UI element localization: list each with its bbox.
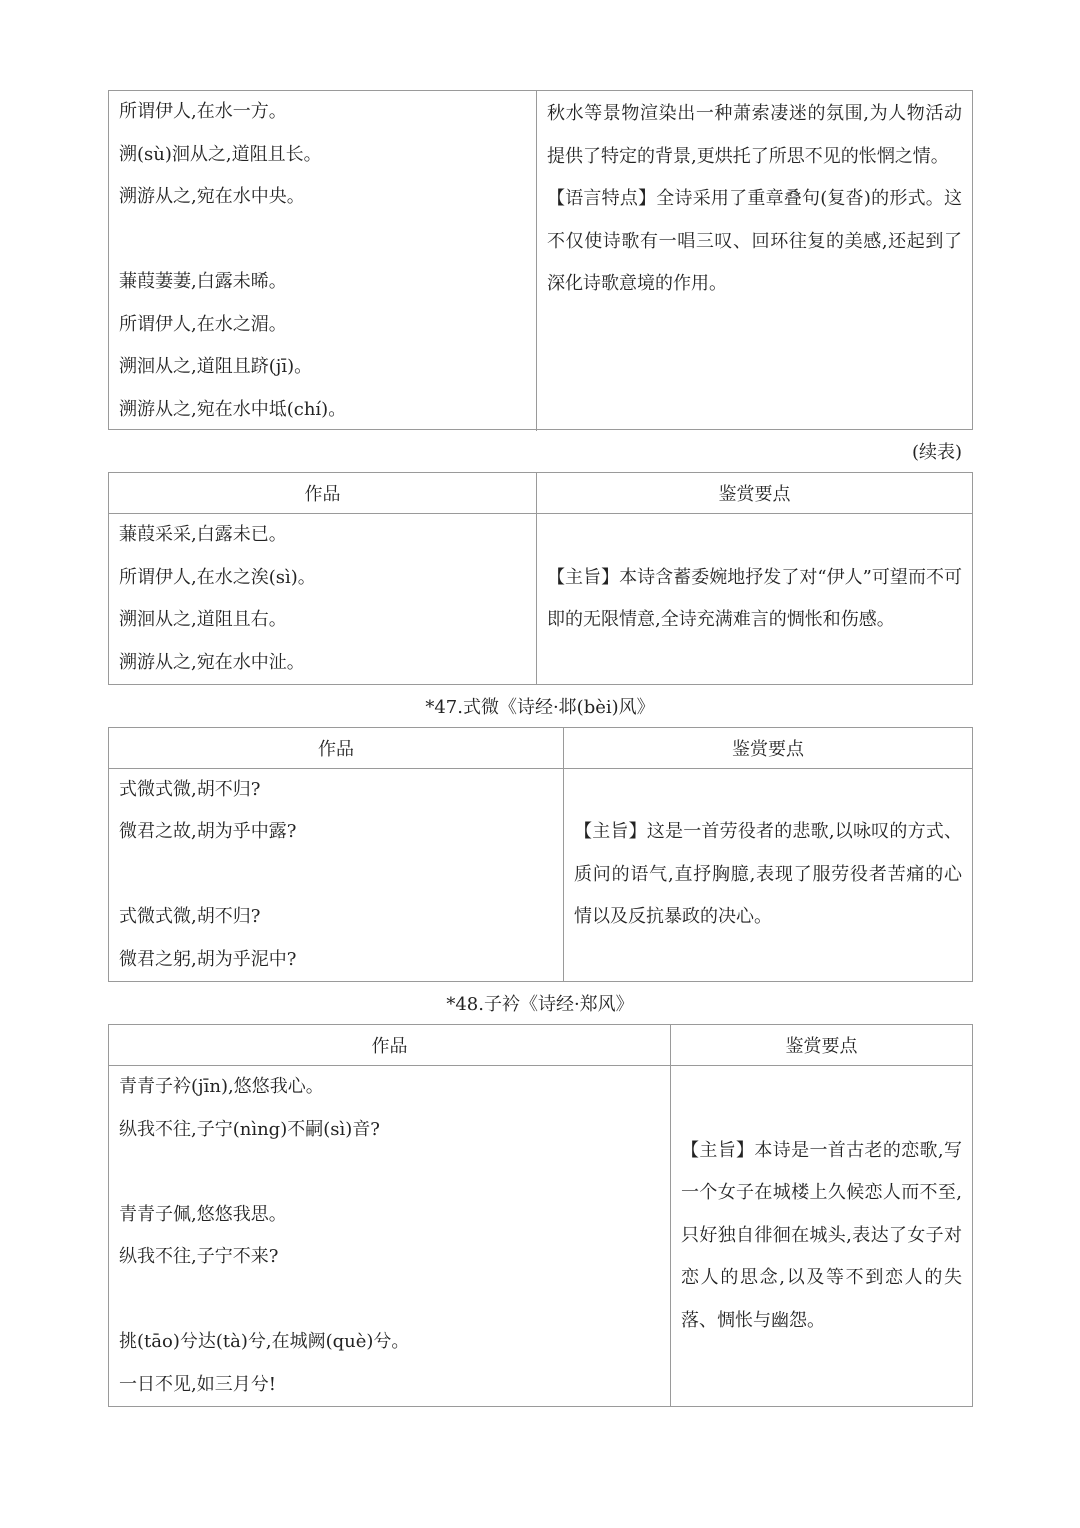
appreciation-paragraph: 【语言特点】全诗采用了重章叠句(复沓)的形式。这不仅使诗歌有一唱三叹、回环往复的美感,还起到了深化诗歌意境的作用。 xyxy=(547,188,962,294)
table-header-row xyxy=(109,473,972,514)
header-appreciation: 鉴赏要点 xyxy=(563,728,972,768)
appreciation-cell xyxy=(670,1066,972,1406)
poem-line: 式微式微,胡不归? xyxy=(119,906,261,927)
poem-line xyxy=(119,1279,670,1322)
poem-line: 溯游从之,宛在水中央。 xyxy=(119,186,305,207)
poem-text-cell xyxy=(109,91,536,431)
table-jianjia-continued xyxy=(108,90,973,430)
appreciation-paragraph: 【主旨】这是一首劳役者的悲歌,以咏叹的方式、质问的语气,直抒胸臆,表现了服劳役者苦痛的心情以及反抗暴政的决心。 xyxy=(574,821,962,927)
poem-line: 溯游从之,宛在水中沚。 xyxy=(119,651,305,673)
table-zijin xyxy=(108,1024,973,1407)
poem-line: 所谓伊人,在水之涘(sì)。 xyxy=(119,566,316,588)
appreciation-paragraph: 秋水等景物渲染出一种萧索凄迷的氛围,为人物活动提供了特定的背景,更烘托了所思不见的怅惘之情。 xyxy=(547,103,962,167)
poem-line: 挑(tāo)兮达(tà)兮,在城阙(què)兮。 xyxy=(119,1331,410,1352)
poem-line: 溯(sù)洄从之,道阻且长。 xyxy=(119,143,322,165)
header-appreciation: 鉴赏要点 xyxy=(536,473,972,513)
appreciation-paragraph: 【主旨】本诗含蓄委婉地抒发了对“伊人”可望而不可即的无限情意,全诗充满难言的惆怅和伤感。 xyxy=(547,566,962,630)
poem-title-48: *48.子衿《诗经·郑风》 xyxy=(446,994,634,1015)
poem-line: 蒹葭采采,白露未已。 xyxy=(119,524,287,545)
poem-text-cell xyxy=(109,769,563,982)
poem-line xyxy=(119,1151,670,1194)
poem-title-47: *47.式微《诗经·邶(bèi)风》 xyxy=(425,697,655,718)
header-works: 作品 xyxy=(371,1036,408,1057)
poem-line: 溯游从之,宛在水中坻(chí)。 xyxy=(119,398,347,420)
appreciation-cell xyxy=(563,769,972,982)
poem-line: 纵我不往,子宁不来? xyxy=(119,1246,279,1267)
poem-text-cell xyxy=(109,1066,670,1406)
continued-label: (续表) xyxy=(911,442,962,463)
table-body-row xyxy=(109,514,972,684)
table-body-row xyxy=(109,91,972,431)
table-jianjia xyxy=(108,472,973,685)
poem-line: 一日不见,如三月兮! xyxy=(119,1373,276,1395)
appreciation-cell xyxy=(536,91,972,431)
poem-line: 溯洄从之,道阻且跻(jī)。 xyxy=(119,356,313,377)
poem-line xyxy=(119,219,536,262)
header-works: 作品 xyxy=(304,484,341,505)
appreciation-paragraph: 【主旨】本诗是一首古老的恋歌,写一个女子在城楼上久候恋人而不至,只好独自徘徊在城头,表达了女子对恋人的思念,以及等不到恋人的失落、惆怅与幽怨。 xyxy=(681,1139,962,1331)
poem-line: 微君之故,胡为乎中露? xyxy=(119,821,297,842)
poem-line: 纵我不往,子宁(nìng)不嗣(sì)音? xyxy=(119,1118,380,1140)
poem-line: 青青子衿(jīn),悠悠我心。 xyxy=(119,1076,324,1097)
poem-line: 蒹葭萋萋,白露未晞。 xyxy=(119,271,287,292)
poem-line: 式微式微,胡不归? xyxy=(119,778,261,800)
poem-line: 所谓伊人,在水一方。 xyxy=(119,101,287,122)
poem-text-cell xyxy=(109,514,536,684)
table-shiwei xyxy=(108,727,973,982)
poem-line: 青青子佩,悠悠我思。 xyxy=(119,1203,287,1225)
appreciation-cell xyxy=(536,514,972,684)
poem-line xyxy=(119,854,563,897)
header-works: 作品 xyxy=(318,738,354,760)
table-header-row xyxy=(109,1025,972,1066)
poem-line: 微君之躬,胡为乎泥中? xyxy=(119,948,297,970)
poem-line: 溯洄从之,道阻且右。 xyxy=(119,609,287,630)
header-appreciation: 鉴赏要点 xyxy=(670,1025,972,1065)
table-body-row xyxy=(109,1066,972,1406)
table-header-row xyxy=(109,728,972,769)
poem-line: 所谓伊人,在水之湄。 xyxy=(119,313,287,335)
table-body-row xyxy=(109,769,972,982)
